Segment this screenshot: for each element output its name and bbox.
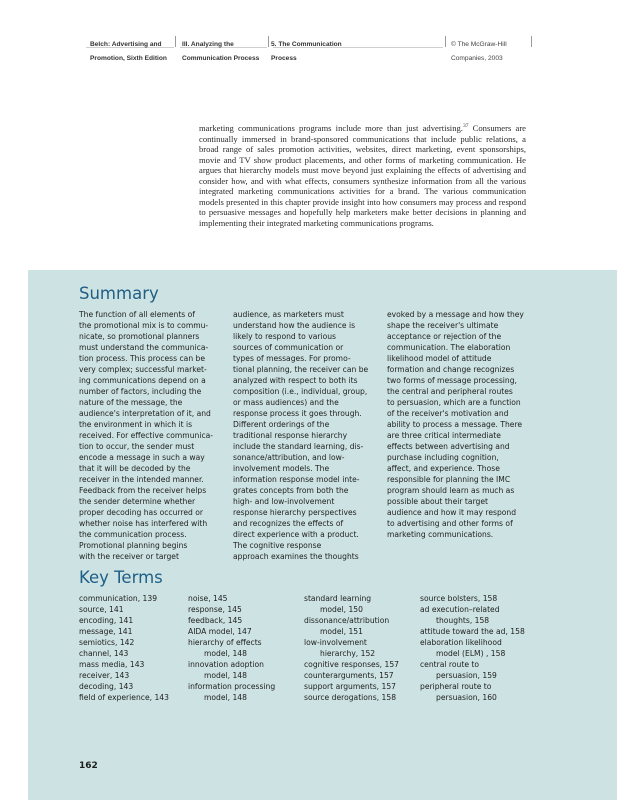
key-term: model, 148 [204, 649, 247, 658]
key-term: decoding, 143 [79, 682, 134, 691]
page-number: 162 [79, 761, 98, 771]
header-divider [445, 36, 446, 47]
key-term: standard learning [304, 594, 372, 603]
summary-paragraph: The cognitive response approach examines the thoughts [233, 541, 359, 561]
key-term: AIDA model, 147 [188, 627, 252, 636]
key-term: hierarchy of effects [188, 638, 262, 647]
key-term: response, 145 [188, 605, 242, 614]
header-divider [175, 36, 176, 47]
key-term: model, 148 [204, 671, 247, 680]
summary-paragraph: evoked by a message and how they shape the receiver's ultimate acceptance or rejection of the communication. The elaboration likelihood model of attitude formation and change recognizes two forms of message processing, the central and peripheral routes to persuasion, which are a function of the receiver's motivation and ability to process a message. There are three critical intermediate effects between advertising and purchase including cognition, affect, and experience. Those responsible for planning the IMC program should learn as much as possible about their target audience and how it may respond to advertising and other forms of marketing communications. [387, 310, 524, 539]
summary-paragraph: The function of all elements of the promotional mix is to commu- nicate, so promotional planners must understand the communica- tion process. This process can be very complex; successful market- ing communications depend on a number of factors, including the nature of the message, the audience's interpretation of it, and the environment in which it is received. For effective communica- tion to occur, the sender must encode a message in such a way that it will be decoded by the receiver in the intended manner. Feedback from the receiver helps the sender determine whether proper decoding has occurred or whether noise has interfered with the communication process. [79, 310, 214, 539]
key-term: field of experience, 143 [79, 693, 169, 702]
key-term: elaboration likelihood [420, 638, 502, 647]
key-term: thoughts, 158 [436, 616, 490, 625]
key-term: attitude toward the ad, 158 [420, 627, 525, 636]
header-divider [268, 36, 269, 47]
key-term: message, 141 [79, 627, 133, 636]
key-term: ad execution–related [420, 605, 500, 614]
key-term: model (ELM) , 158 [436, 649, 506, 658]
key-term: counterarguments, 157 [304, 671, 394, 680]
key-term: encoding, 141 [79, 616, 134, 625]
key-term: model, 148 [204, 693, 247, 702]
header-part: III. Analyzing the Communication Process [182, 41, 260, 62]
key-term: model, 151 [320, 627, 363, 636]
key-term: feedback, 145 [188, 616, 243, 625]
summary-column-2 [233, 309, 373, 562]
header-divider [531, 36, 532, 47]
intro-text-start: marketing communications programs include more than just advertising. [199, 123, 463, 133]
key-term: hierarchy, 152 [320, 649, 376, 658]
key-term: innovation adoption [188, 660, 264, 669]
key-terms-column-2 [188, 593, 275, 703]
key-term: peripheral route to [420, 682, 492, 691]
key-term: receiver, 143 [79, 671, 130, 680]
intro-text-rest: Consumers are continually immersed in brand-sponsored communications that include public relations, a broad range of sales promotion activities, websites, direct marketing, event sponsorships, movie and TV show product placements, and other forms of marketing communication. He argues that hierarchy models must move beyond just explaining the effects of advertising and consider how, and with what effects, consumers synthesize information from all the various integrated marketing communications activities for a brand. The various communication models presented in this chapter provide insight into how consumers may process and respond to persuasive messages and hopefully help marketers make better decisions in planning and implementing their integrated marketing communications programs. [199, 123, 526, 228]
key-term: communication, 139 [79, 594, 158, 603]
header-copyright: © The McGraw-Hill Companies, 2003 [451, 41, 507, 62]
key-term: central route to [420, 660, 480, 669]
key-term: dissonance/attribution [304, 616, 390, 625]
key-terms-column-4 [420, 593, 525, 703]
key-terms-column-3 [304, 593, 399, 703]
key-term: source, 141 [79, 605, 124, 614]
key-term: source bolsters, 158 [420, 594, 498, 603]
summary-heading: Summary [79, 284, 159, 303]
running-header [0, 0, 617, 70]
summary-paragraph: Promotional planning begins with the receiver or target [79, 541, 188, 561]
key-term: cognitive responses, 157 [304, 660, 399, 669]
key-term: model, 150 [320, 605, 363, 614]
summary-paragraph: audience, as marketers must understand how the audience is likely to respond to various sources of communication or types of messages. For promo- tional planning, the receiver can be analyzed with respect to both its composition (i.e., individual, group, or mass audiences) and the response process it goes through. Different orderings of the traditional response hierarchy include the standard learning, dis- sonance/attribution, and low- involvement models. The information response model inte- grates concepts from both the high- and low-involvement response hierarchy perspectives and recognizes the effects of direct experience with a product. [233, 310, 369, 539]
key-terms-heading: Key Terms [79, 568, 163, 587]
summary-column-1 [79, 309, 219, 562]
header-book-title: Belch: Advertising and Promotion, Sixth Edition [90, 41, 167, 62]
key-term: noise, 145 [188, 594, 228, 603]
key-term: support arguments, 157 [304, 682, 396, 691]
key-term: persuasion, 160 [436, 693, 497, 702]
footnote-marker: 37 [462, 123, 469, 130]
header-chapter: 5. The Communication Process [271, 41, 342, 62]
key-term: semiotics, 142 [79, 638, 135, 647]
key-term: information processing [188, 682, 276, 691]
intro-paragraph [199, 123, 526, 228]
key-term: mass media, 143 [79, 660, 145, 669]
key-terms-column-1 [79, 593, 169, 703]
key-term: low-involvement [304, 638, 367, 647]
summary-column-3 [387, 309, 527, 540]
key-term: source derogations, 158 [304, 693, 397, 702]
key-term: persuasion, 159 [436, 671, 497, 680]
key-term: channel, 143 [79, 649, 129, 658]
